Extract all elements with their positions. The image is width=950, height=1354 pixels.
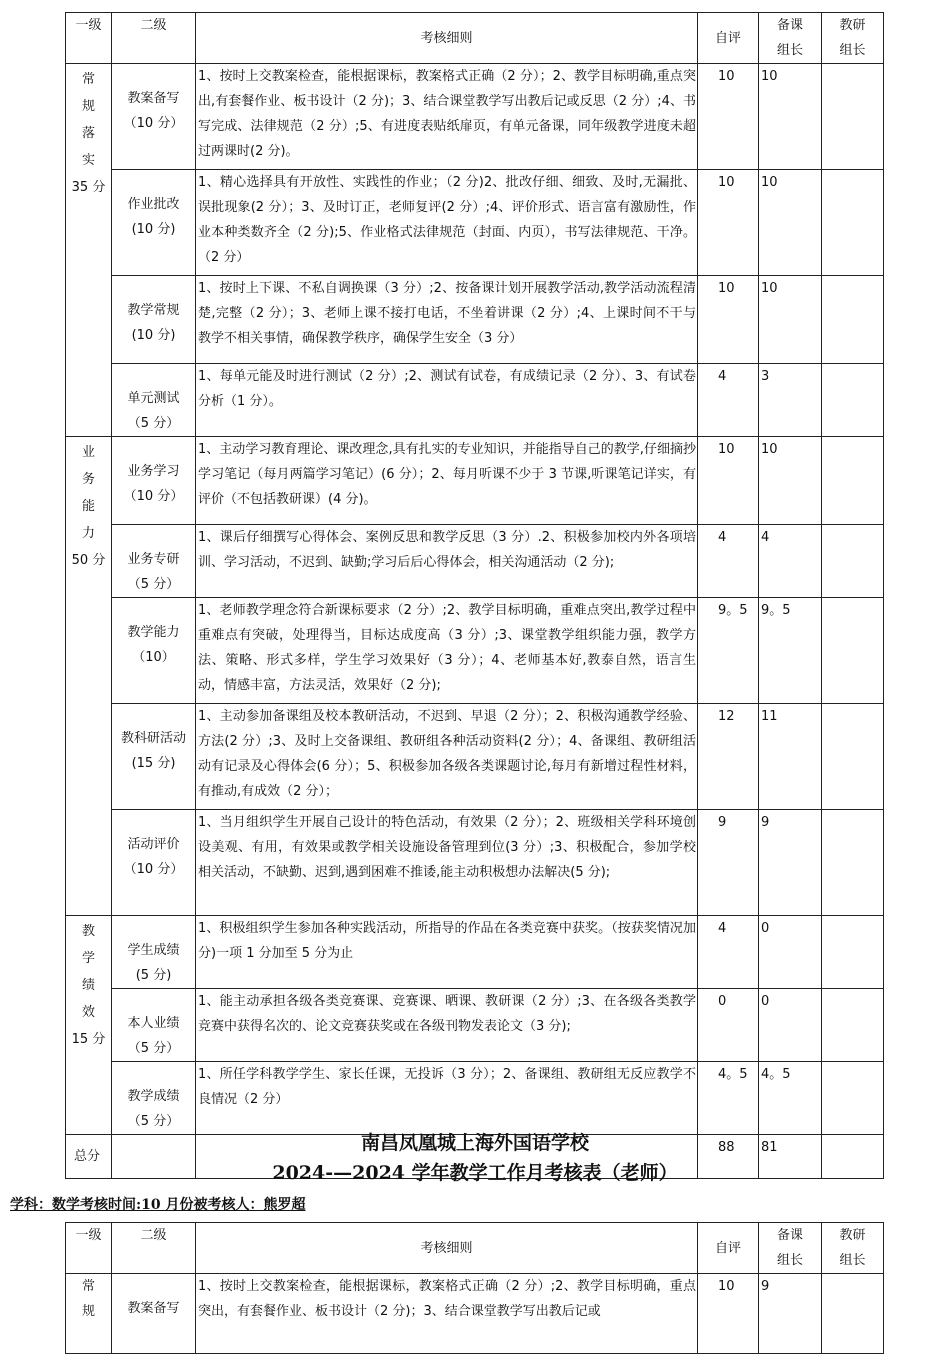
- total-group: 81: [759, 1135, 822, 1179]
- self-score: 10: [698, 1274, 759, 1354]
- table-row: [66, 810, 884, 916]
- table-row: [66, 598, 884, 704]
- level1-char: 规: [81, 99, 95, 114]
- research-score: [822, 1062, 884, 1135]
- group-score: 0: [759, 989, 822, 1062]
- header-detail: 考核细则: [196, 13, 698, 64]
- self-score: 4: [698, 364, 759, 437]
- research-score: [822, 1274, 884, 1354]
- level1-char: 教: [81, 924, 95, 939]
- header-self: 自评: [698, 1223, 759, 1274]
- table-row: [66, 437, 884, 525]
- self-score: 4: [698, 916, 759, 989]
- level1-char: 力: [81, 526, 95, 541]
- research-score: [822, 276, 884, 364]
- header-research-line2: 组长: [839, 43, 866, 58]
- table-row: [66, 364, 884, 437]
- group-score: 10: [759, 170, 822, 276]
- level1-label: [66, 916, 112, 1135]
- table2-header-row: [66, 1223, 884, 1274]
- detail-cell: 1、能主动承担各级各类竞赛课、竞赛课、晒课、教研课（2 分）;3、在各级各类教学竞赛中获得名次的、论文竞赛获奖或在各级刊物发表论文（3 分);: [196, 989, 698, 1062]
- header-level2: 二级: [112, 1223, 196, 1274]
- level2-cell: [112, 64, 196, 170]
- detail-cell: 1、按时上下课、不私自调换课（3 分）;2、按备课计划开展教学活动,教学活动流程清楚,完整（2 分）；3、老师上课不接打电话，不坐着讲课（2 分）;4、上课时间不干与教学不相关事情，确保教学秩序，确保学生安全（3 分）: [196, 276, 698, 364]
- detail-cell: 1、主动学习教育理论、课改理念,具有扎实的专业知识，并能指导自己的教学,仔细摘抄学习笔记（每月两篇学习笔记）(6 分）；2、每月听课不少于 3 节课,听课笔记详实，有评价（不包括教研课）(4 分)。: [196, 437, 698, 525]
- level1-char: 常: [81, 1279, 95, 1294]
- header-group-leader: [759, 1223, 822, 1274]
- level2-name: 学生成绩: [127, 943, 180, 958]
- level1-char: 落: [81, 126, 95, 141]
- table-row: [66, 525, 884, 598]
- detail-cell: 1、积极组织学生参加各种实践活动，所指导的作品在各类竞赛中获奖。（按获奖情况加分)一项 1 分加至 5 分为止: [196, 916, 698, 989]
- header-research-line2: 组长: [839, 1253, 866, 1268]
- level2-cell: [112, 989, 196, 1062]
- group-score: 10: [759, 276, 822, 364]
- level2-name: 业务学习: [127, 464, 180, 479]
- level1-char: 绩: [81, 978, 95, 993]
- meta-line: 学科：数学考核时间:10 月份被考核人：熊罗超: [10, 1197, 306, 1213]
- level1-char: 务: [81, 472, 95, 487]
- level2-score: （5 分）: [127, 416, 180, 431]
- header-level1: 一级: [66, 13, 112, 64]
- assessment-table-2: [65, 1222, 884, 1354]
- level1-label: [66, 64, 112, 437]
- level2-name: 活动评价: [127, 837, 180, 852]
- self-score: 4。5: [698, 1062, 759, 1135]
- self-score: 10: [698, 276, 759, 364]
- level1-char: 业: [81, 445, 95, 460]
- self-score: 10: [698, 437, 759, 525]
- header-self: 自评: [698, 13, 759, 64]
- header-group-line1: 备课: [776, 18, 803, 33]
- level2-score: (5 分): [135, 968, 172, 983]
- level2-name: 教案备写: [127, 1301, 180, 1316]
- level2-score: （10 分）: [123, 489, 184, 504]
- research-score: [822, 437, 884, 525]
- group-score: 10: [759, 64, 822, 170]
- header-research-line1: 教研: [839, 1228, 866, 1243]
- research-score: [822, 598, 884, 704]
- header-group-line1: 备课: [776, 1228, 803, 1243]
- detail-cell: 1、精心选择具有开放性、实践性的作业；（2 分)2、批改仔细、细致、及时,无漏批、误批现象(2 分）；3、及时订正，老师复评(2 分）;4、评价形式、语言富有激励性，作业本种类数齐全（2 分);5、作业格式法律规范（封面、内页），书写法律规范、干净。（2 分）: [196, 170, 698, 276]
- level2-cell: [112, 1062, 196, 1135]
- level2-score: （10 分）: [123, 116, 184, 131]
- header-group-line2: 组长: [776, 43, 803, 58]
- group-score: 4: [759, 525, 822, 598]
- detail-cell: 1、按时上交教案检查，能根据课标，教案格式正确（2 分）；2、教学目标明确,重点突出,有套餐作业、板书设计（2 分)；3、结合课堂教学写出教后记或反思（2 分）;4、书写完成、法律规范（2 分）;5、有进度表贴纸扉页，有单元备课，同年级教学进度未超过两课时(2 分)。: [196, 64, 698, 170]
- level2-name: 本人业绩: [127, 1016, 180, 1031]
- total-self: 88: [698, 1135, 759, 1179]
- level2-score: （5 分）: [127, 1041, 180, 1056]
- self-score: 9: [698, 810, 759, 916]
- header-research-line1: 教研: [839, 18, 866, 33]
- level2-name: 作业批改: [127, 197, 180, 212]
- header-group-line2: 组长: [776, 1253, 803, 1268]
- self-score: 10: [698, 64, 759, 170]
- level2-cell: [112, 704, 196, 810]
- table-row: [66, 704, 884, 810]
- header-group-leader: [759, 13, 822, 64]
- table-header-row: [66, 13, 884, 64]
- level2-score: (10 分): [131, 222, 176, 237]
- detail-cell: 1、老师教学理念符合新课标要求（2 分）;2、教学目标明确，重难点突出,教学过程中重难点有突破，处理得当，目标达成度高（3 分）;3、课堂教学组织能力强，教学方法、策略、形式多样，学生学习效果好（3 分）；4、老师基本好,教泰自然，语言生动，情感丰富，方法灵活，效果好（2 分);: [196, 598, 698, 704]
- level2-score: （10）: [132, 650, 175, 665]
- detail-cell: 1、主动参加备课组及校本教研活动，不迟到、早退（2 分）；2、积极沟通教学经验、方法(2 分）;3、及时上交备课组、教研组各种活动资料(2 分）；4、备课组、教研组活动有记录及心得体会(6 分）；5、积极参加各级各类课题讨论,每月有新增过程性材料，有推动,有成效（2 分）；: [196, 704, 698, 810]
- table-row: [66, 1062, 884, 1135]
- group-score: 9: [759, 810, 822, 916]
- header-level1: 一级: [66, 1223, 112, 1274]
- level2-cell: [112, 1274, 196, 1354]
- table-row: [66, 989, 884, 1062]
- level1-char: 常: [81, 72, 95, 87]
- detail-cell: 1、每单元能及时进行测试（2 分）;2、测试有试卷，有成绩记录（2 分）、3、有试卷分析（1 分）。: [196, 364, 698, 437]
- level1-char: 效: [81, 1005, 95, 1020]
- assessment-table: [65, 12, 884, 1179]
- level2-name: 教学成绩: [127, 1089, 180, 1104]
- group-score: 10: [759, 437, 822, 525]
- level2-score: （5 分）: [127, 577, 180, 592]
- level2-cell: [112, 364, 196, 437]
- header-level2: 二级: [112, 13, 196, 64]
- table-row: [66, 1274, 884, 1354]
- level2-name: 教案备写: [127, 91, 180, 106]
- research-score: [822, 916, 884, 989]
- detail-cell: 1、按时上交教案检查，能根据课标，教案格式正确（2 分）;2、教学目标明确，重点突出，有套餐作业、板书设计（2 分)；3、结合课堂教学写出教后记或: [196, 1274, 698, 1354]
- research-score: [822, 989, 884, 1062]
- level2-score: （5 分）: [127, 1114, 180, 1129]
- level2-name: 业务专研: [127, 552, 180, 567]
- group-score: 11: [759, 704, 822, 810]
- detail-cell: 1、课后仔细撰写心得体会、案例反思和教学反思（3 分）.2、积极参加校内外各项培训、学习活动，不迟到、缺勤;学习后后心得体会，相关沟通活动（2 分);: [196, 525, 698, 598]
- group-score: 0: [759, 916, 822, 989]
- detail-cell: 1、当月组织学生开展自己设计的特色活动，有效果（2 分）；2、班级相关学科环境创设美观、有用，有效果或教学相关设施设备管理到位(3 分）;3、积极配合，参加学校相关活动，不缺勤、迟到,遇到困难不推诿,能主动积极想办法解决(5 分);: [196, 810, 698, 916]
- level1-label: [66, 1274, 112, 1354]
- level1-char: 规: [81, 1304, 95, 1319]
- research-score: [822, 170, 884, 276]
- self-score: 12: [698, 704, 759, 810]
- research-score: [822, 364, 884, 437]
- table-row: [66, 170, 884, 276]
- level1-char: 学: [81, 951, 95, 966]
- level2-score: （10 分）: [123, 862, 184, 877]
- level2-score: (15 分): [131, 756, 176, 771]
- research-score: [822, 64, 884, 170]
- research-score: [822, 704, 884, 810]
- table-row: [66, 276, 884, 364]
- research-score: [822, 810, 884, 916]
- total-label: 总分: [66, 1135, 112, 1179]
- level2-name: 单元测试: [127, 391, 180, 406]
- level1-char: 15 分: [71, 1032, 106, 1047]
- school-name: 南昌凤凰城上海外国语学校: [360, 1132, 589, 1154]
- self-score: 10: [698, 170, 759, 276]
- header-research-leader: [822, 1223, 884, 1274]
- level1-label: [66, 437, 112, 916]
- group-score: 4。5: [759, 1062, 822, 1135]
- level2-cell: [112, 810, 196, 916]
- level2-name: 教科研活动: [120, 731, 186, 746]
- level1-char: 能: [81, 499, 95, 514]
- level2-cell: [112, 598, 196, 704]
- level2-cell: [112, 437, 196, 525]
- form-title: 2024-—2024 学年教学工作月考核表（老师）: [272, 1162, 678, 1184]
- level2-cell: [112, 916, 196, 989]
- table-row: [66, 916, 884, 989]
- group-score: 9: [759, 1274, 822, 1354]
- level2-cell: [112, 276, 196, 364]
- header-detail: 考核细则: [196, 1223, 698, 1274]
- research-score: [822, 525, 884, 598]
- self-score: 9。5: [698, 598, 759, 704]
- level1-char: 实: [81, 153, 95, 168]
- group-score: 9。5: [759, 598, 822, 704]
- header-research-leader: [822, 13, 884, 64]
- level2-cell: [112, 525, 196, 598]
- level1-char: 50 分: [71, 553, 106, 568]
- group-score: 3: [759, 364, 822, 437]
- level2-name: 教学常规: [127, 303, 180, 318]
- level2-score: (10 分): [131, 328, 176, 343]
- self-score: 0: [698, 989, 759, 1062]
- level2-cell: [112, 170, 196, 276]
- level1-char: 35 分: [71, 180, 106, 195]
- self-score: 4: [698, 525, 759, 598]
- table-row: [66, 64, 884, 170]
- level2-name: 教学能力: [127, 625, 180, 640]
- detail-cell: 1、所任学科教学学生、家长任课，无投诉（3 分）；2、备课组、教研组无反应教学不良情况（2 分）: [196, 1062, 698, 1135]
